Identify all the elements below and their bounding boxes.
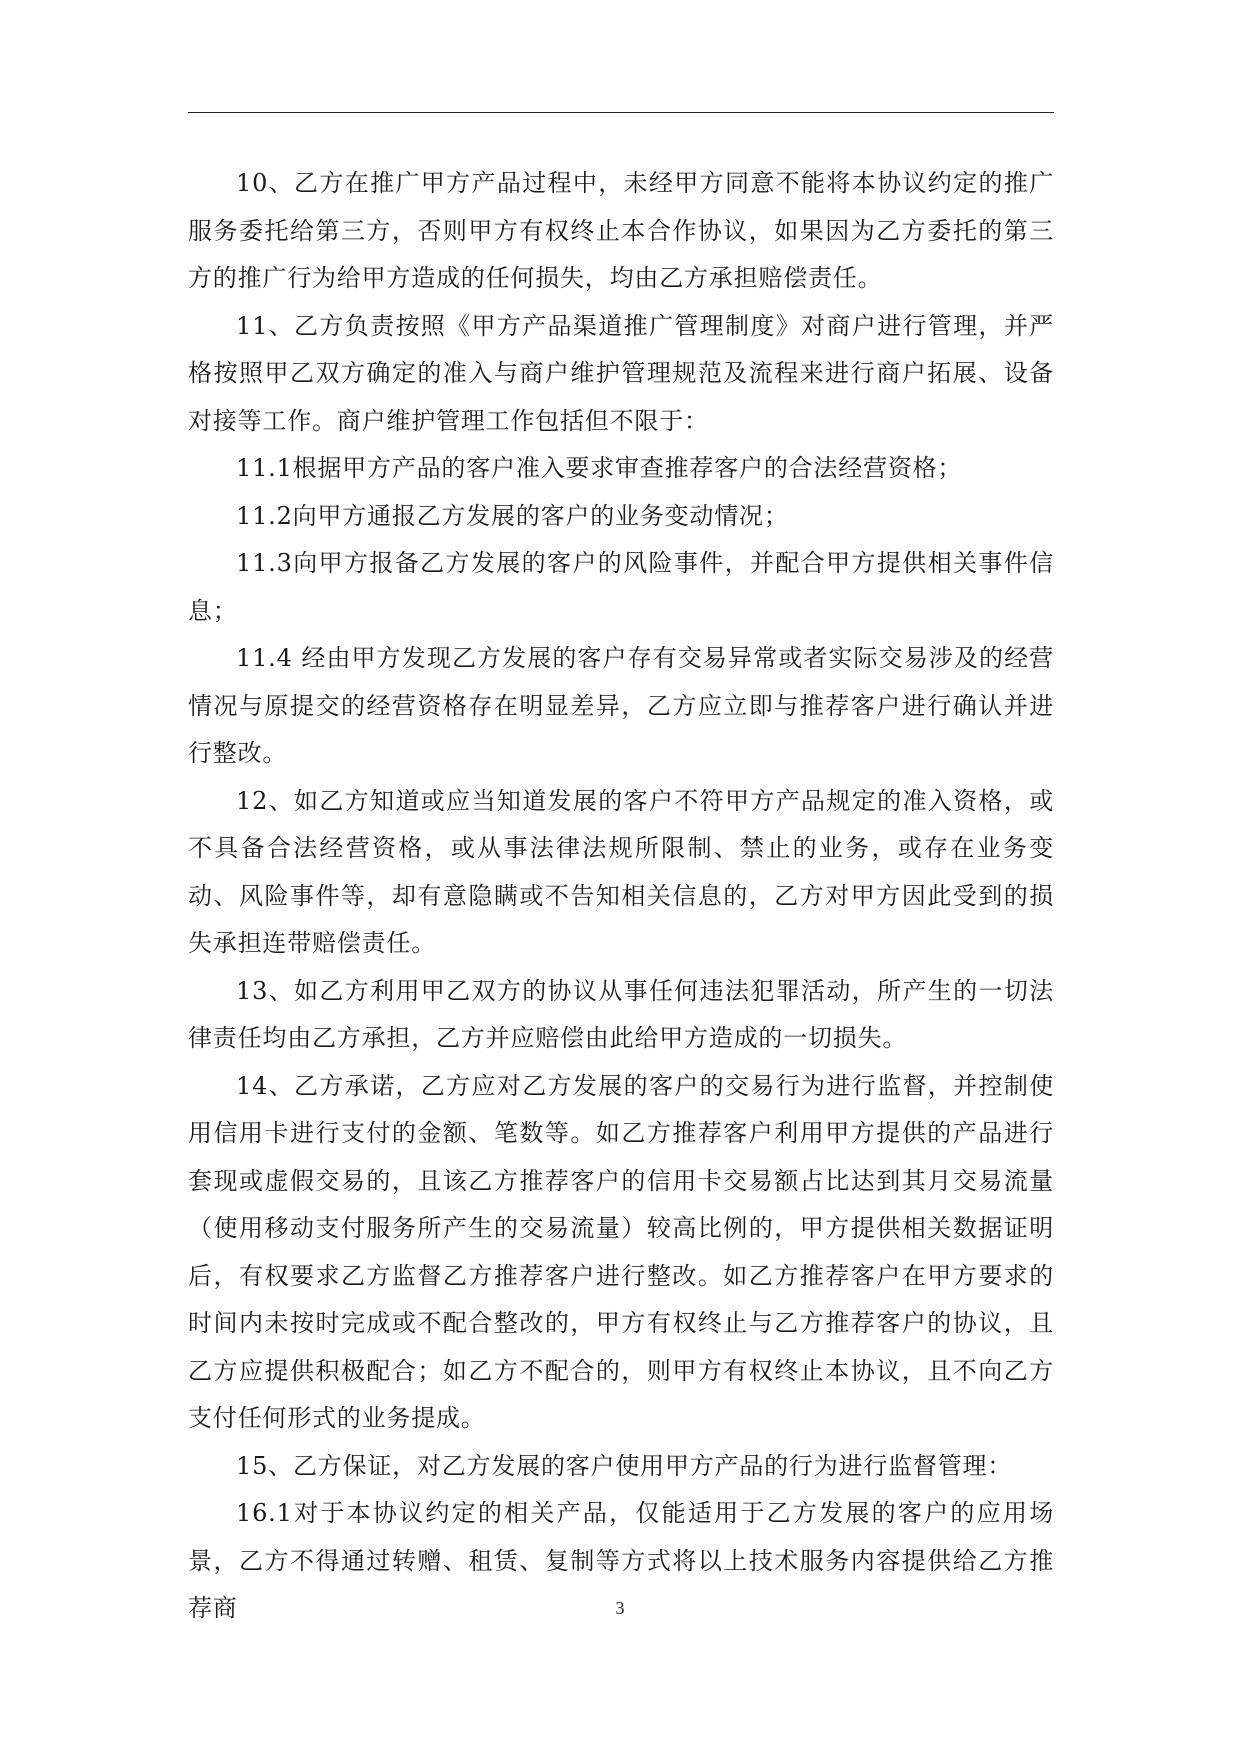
paragraph-15: 15、乙方保证，对乙方发展的客户使用甲方产品的行为进行监督管理： xyxy=(236,1451,1013,1480)
paragraph-16-1: 16.1对于本协议约定的相关产品，仅能适用于乙方发展的客户的应用场景，乙方不得通过转赠、租赁、复制等方式将以上技术服务内容提供给乙方推荐商 xyxy=(188,1499,1054,1622)
paragraph-11-3: 11.3向甲方报备乙方发展的客户的风险事件，并配合甲方提供相关事件信息； xyxy=(188,549,1054,625)
paragraph-14: 14、乙方承诺，乙方应对乙方发展的客户的交易行为进行监督，并控制使用信用卡进行支付的金额、笔数等。如乙方推荐客户利用甲方提供的产品进行套现或虚假交易的，且该乙方推荐客户的信用卡交易额占比达到其月交易流量（使用移动支付服务所产生的交易流量）较高比例的，甲方提供相关数据证明后，有权要求乙方监督乙方推荐客户进行整改。如乙方推荐客户在甲方要求的时间内未按时完成或不配合整改的，甲方有权终止与乙方推荐客户的协议，且乙方应提供积极配合；如乙方不配合的，则甲方有权终止本协议，且不向乙方支付任何形式的业务提成。 xyxy=(188,1071,1054,1432)
page-number: 3 xyxy=(615,1598,625,1618)
paragraph-10: 10、乙方在推广甲方产品过程中，未经甲方同意不能将本协议约定的推广服务委托给第三方，否则甲方有权终止本合作协议，如果因为乙方委托的第三方的推广行为给甲方造成的任何损失，均由乙方承担赔偿责任。 xyxy=(188,169,1054,292)
paragraph-11: 11、乙方负责按照《甲方产品渠道推广管理制度》对商户进行管理，并严格按照甲乙双方确定的准入与商户维护管理规范及流程来进行商户拓展、设备对接等工作。商户维护管理工作包括但不限于： xyxy=(188,311,1054,435)
paragraph-12: 12、如乙方知道或应当知道发展的客户不符甲方产品规定的准入资格，或不具备合法经营资格，或从事法律法规所限制、禁止的业务，或存在业务变动、风险事件等，却有意隐瞒或不告知相关信息的，乙方对甲方因此受到的损失承担连带赔偿责任。 xyxy=(188,786,1054,957)
paragraph-13: 13、如乙方利用甲乙双方的协议从事任何违法犯罪活动，所产生的一切法律责任均由乙方承担，乙方并应赔偿由此给甲方造成的一切损失。 xyxy=(188,976,1054,1052)
document-body xyxy=(188,160,1054,1633)
paragraph-11-1: 11.1根据甲方产品的客户准入要求审查推荐客户的合法经营资格； xyxy=(236,454,963,482)
paragraph-11-4: 11.4 经由甲方发现乙方发展的客户存有交易异常或者实际交易涉及的经营情况与原提交的经营资格存在明显差异，乙方应立即与推荐客户进行确认并进行整改。 xyxy=(188,644,1054,767)
header-rule xyxy=(188,112,1054,113)
paragraph-11-2: 11.2向甲方通报乙方发展的客户的业务变动情况； xyxy=(236,501,789,530)
